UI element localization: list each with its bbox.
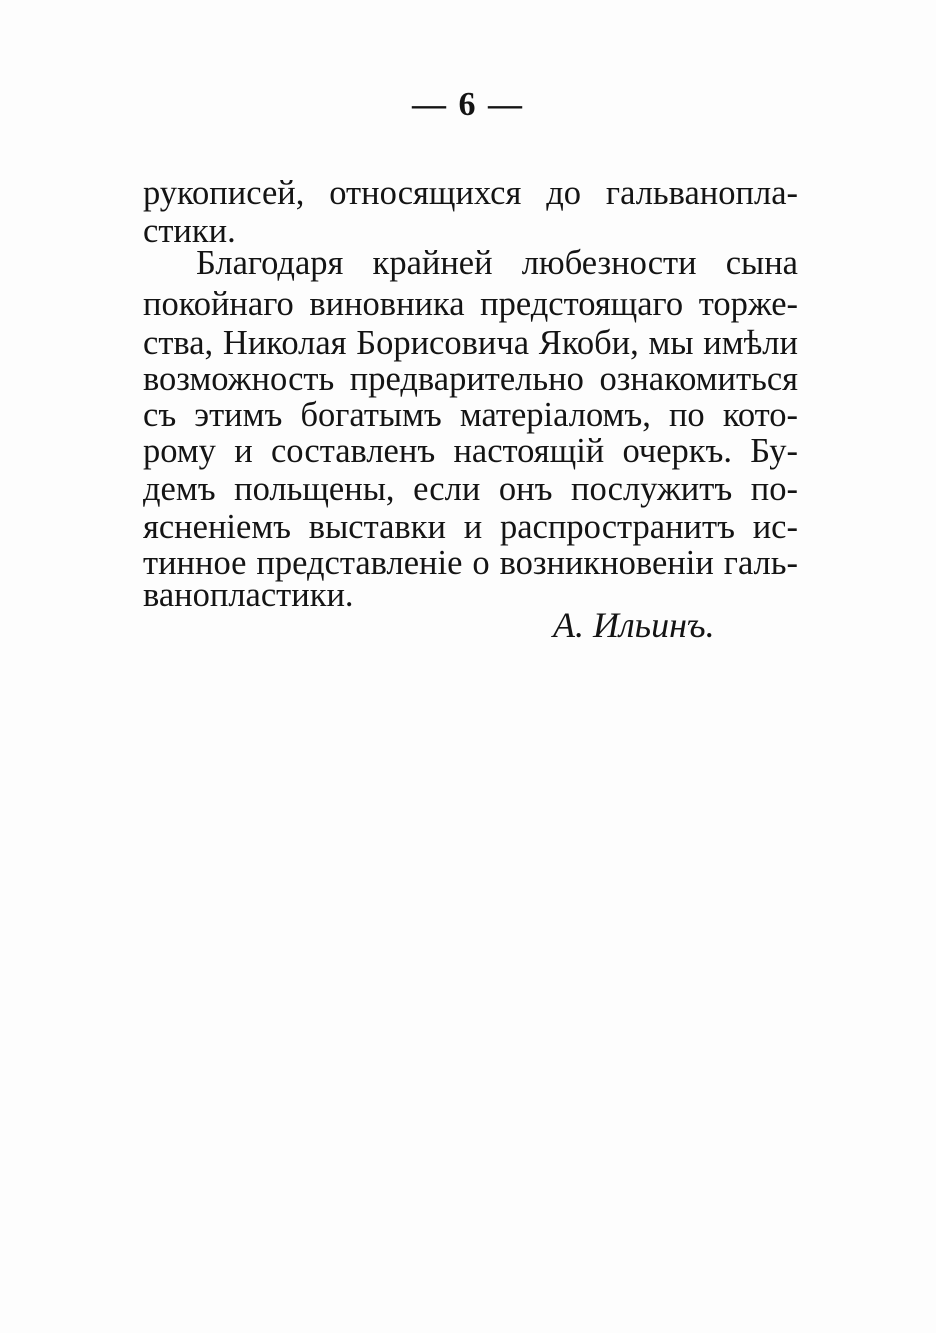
text-line: ванопластики.: [143, 576, 354, 614]
text-line: возможность предварительно ознакомиться: [143, 360, 798, 398]
text-line: ясненіемъ выставки и распространитъ ис-: [143, 508, 798, 546]
text-line: съ этимъ богатымъ матеріаломъ, по кото-: [143, 396, 798, 434]
text-line: рукописей, относящихся до гальванопла-: [143, 174, 798, 212]
text-line: тинное представленіе о возникновеніи галь-: [143, 544, 798, 582]
author-signature: А. Ильинъ.: [553, 605, 715, 645]
text-line: демъ польщены, если онъ послужитъ по-: [143, 470, 798, 508]
text-line: покойнаго виновника предстоящаго торже-: [143, 285, 798, 323]
text-line: стики.: [143, 212, 236, 250]
page-number: — 6 —: [412, 86, 524, 123]
text-line: ства, Николая Борисовича Якоби, мы имѣли: [143, 324, 798, 362]
text-line: рому и составленъ настоящій очеркъ. Бу-: [143, 432, 798, 470]
paragraph-first-line: Благодаря крайней любезности сына: [196, 244, 798, 282]
